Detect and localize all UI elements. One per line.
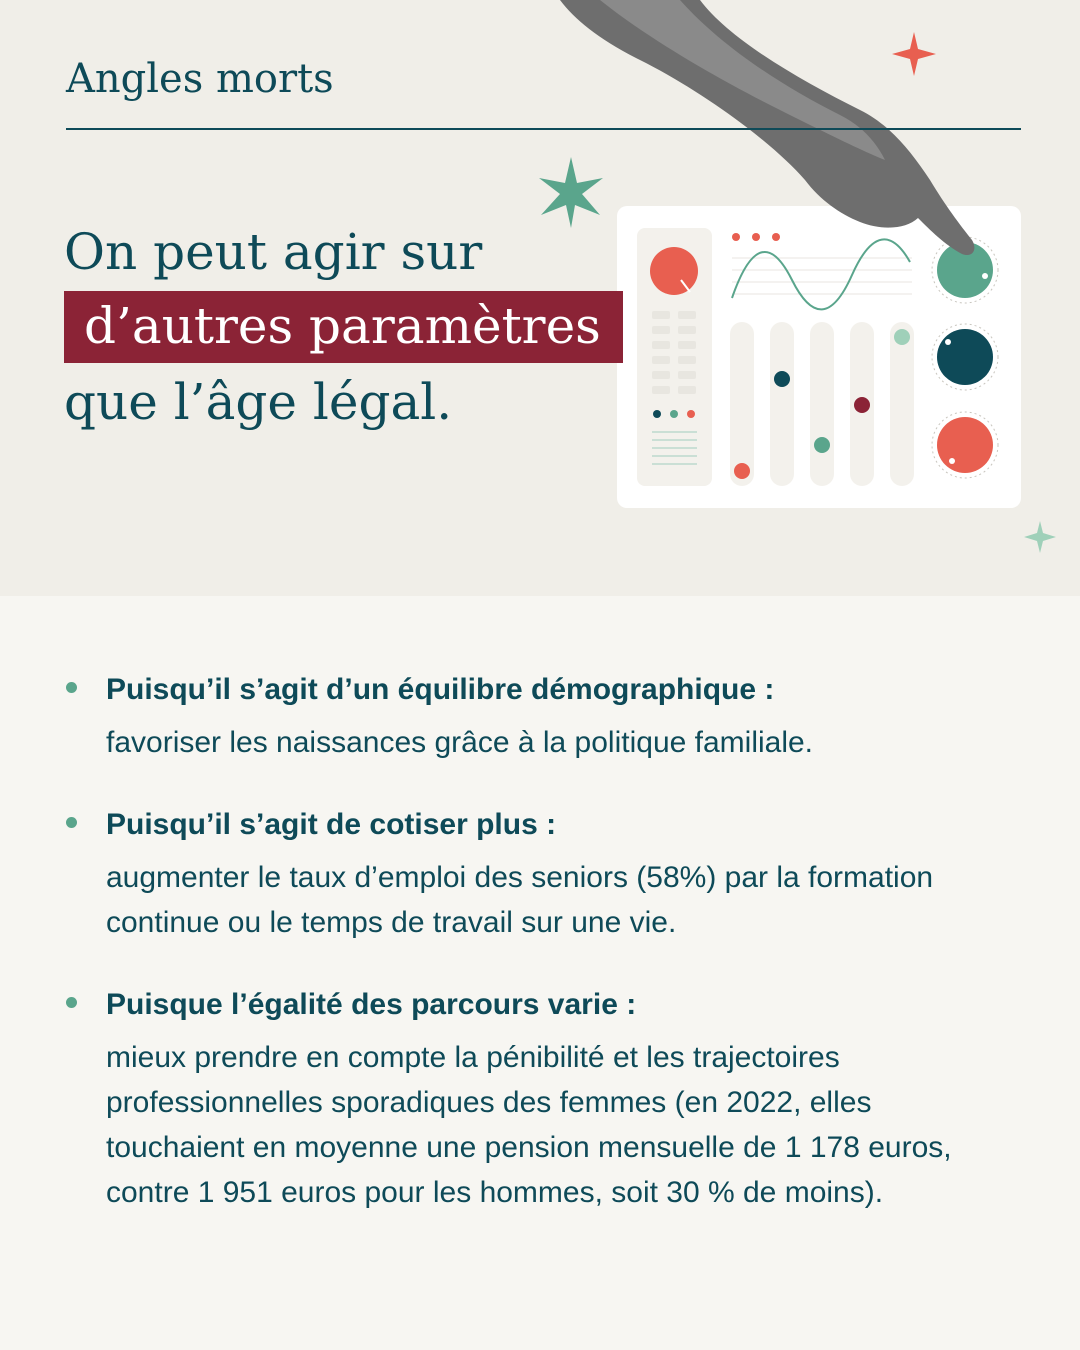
bullet-list (66, 668, 966, 1253)
item-body: augmenter le taux d’emploi des seniors (58%) par la formation continue ou le temps de travail sur une vie. (106, 861, 934, 939)
list-item (66, 803, 966, 945)
item-heading: Puisque l’égalité des parcours varie : (106, 988, 637, 1021)
item-body: mieux prendre en compte la pénibilité et les trajectoires professionnelles sporadiques des femmes (en 2022, elles touchaient en moyenne une pension mensuelle de 1 178 euros, contre 1 951 euros pour les hommes, soit 30 % de moins). (106, 1041, 952, 1209)
bullet-dot-icon (66, 682, 77, 693)
headline-line-3: que l’âge légal. (64, 373, 453, 431)
list-item (66, 983, 966, 1215)
divider (66, 128, 1021, 130)
bullet-dot-icon (66, 817, 77, 828)
headline-line-1: On peut agir sur (64, 223, 483, 281)
star-sparkle-icon (892, 32, 936, 76)
star-sparkle-icon (1024, 521, 1056, 553)
series-title: Angles morts (66, 56, 334, 102)
item-heading: Puisqu’il s’agit d’un équilibre démographique : (106, 673, 775, 706)
hero-section (0, 0, 1080, 596)
headline (64, 222, 623, 432)
item-body: favoriser les naissances grâce à la politique familiale. (106, 726, 814, 759)
bullet-dot-icon (66, 997, 77, 1008)
headline-highlight: d’autres paramètres (64, 291, 623, 363)
list-item (66, 668, 966, 765)
item-heading: Puisqu’il s’agit de cotiser plus : (106, 808, 557, 841)
star-sparkle-icon (539, 157, 603, 228)
